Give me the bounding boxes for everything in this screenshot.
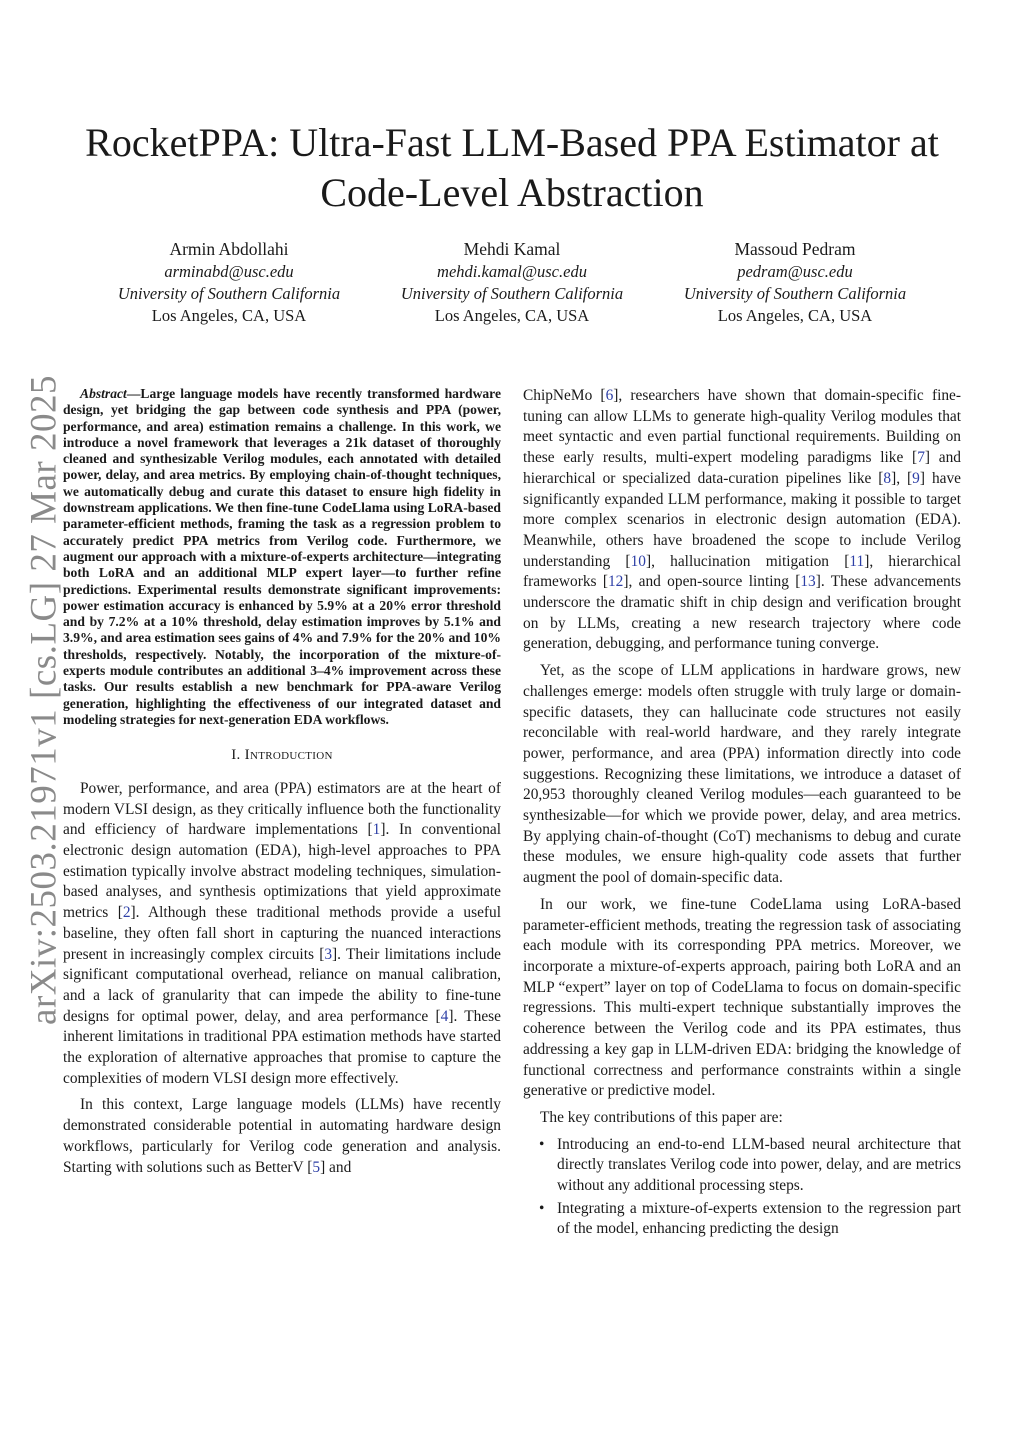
- text-run: ], hierarchical frameworks [: [523, 552, 962, 591]
- citation-link[interactable]: 4: [440, 1007, 449, 1025]
- citation-link[interactable]: 13: [800, 573, 816, 591]
- author-affiliation: University of Southern California: [683, 284, 907, 303]
- text-run: ], [: [891, 469, 913, 487]
- section-number: I.: [231, 747, 245, 764]
- text-run: ] and: [320, 1158, 352, 1176]
- text-run: ], hallucination mitigation [: [645, 552, 850, 570]
- citation-link[interactable]: 2: [122, 904, 131, 922]
- text-run: In this context, Large language models (LLMs) have recently demonstrated considerable potential in automating hardware design workflows, particularly for Verilog code generation and analysis. Starting with solutions such as BetterV [: [63, 1096, 501, 1176]
- author-location: Los Angeles, CA, USA: [717, 306, 873, 325]
- right-paragraph-2: Yet, as the scope of LLM applications in hardware grows, new challenges emerge: models often struggle with truly large or domain-specific datasets, they can hallucinate code structures not easily reconcilable with real-world hardware, and they rarely integrate power, performance, and area (PPA) information directly into code suggestions. Recognizing these limitations, we introduce a dataset of 20,953 thoroughly cleaned Verilog modules—each guaranteed to be synthesizable—for which we provide power, delay, and area metrics. By applying chain-of-thought (CoT) mechanisms to debug and curate these modules, we ensure high-quality code assets that further augment the pool of domain-specific data.: [523, 662, 961, 887]
- right-paragraph-4: The key contributions of this paper are:: [540, 1108, 783, 1126]
- section-heading-introduction: [63, 745, 501, 766]
- author-email[interactable]: mehdi.kamal@usc.edu: [437, 262, 587, 281]
- text-run: ] and hierarchical or specialized data-curation pipelines like [: [523, 449, 961, 487]
- author-affiliation: University of Southern California: [117, 284, 341, 303]
- citation-link[interactable]: 1: [372, 821, 381, 839]
- left-column: [63, 386, 501, 1178]
- citation-link[interactable]: 8: [883, 469, 892, 487]
- intro-paragraph-2: [63, 1095, 501, 1178]
- author-location: Los Angeles, CA, USA: [151, 306, 307, 325]
- text-run: ] have significantly expanded LLM performance, making it possible to target more complex scenarios in electronic design automation (EDA). Meanwhile, others have broadened the scope to include Verilog understanding [: [523, 469, 961, 570]
- citation-link[interactable]: 9: [912, 469, 920, 487]
- text-run: ]. These advancements underscore the dramatic shift in chip design and verification brought on by LLMs, creating a new research trajectory where code generation, debugging, and performance tuning converge.: [523, 573, 961, 653]
- citation-link[interactable]: 12: [607, 573, 624, 591]
- arxiv-identifier-stamp: arXiv:2503.21971v1 [cs.LG] 27 Mar 2025: [23, 375, 65, 1025]
- text-run: Power, performance, and area (PPA) estimators are at the heart of modern VLSI design, as they critically influence both the functionality and efficiency of hardware implementations [: [63, 779, 501, 839]
- text-run: ChipNeMo [: [523, 387, 606, 404]
- text-run: ], researchers have shown that domain-specific fine-tuning can allow LLMs to generate high-quality Verilog modules that meet syntactic and even partial functional requirements. Building on these early results, multi-expert modeling paradigms like [: [523, 387, 961, 467]
- abstract: [63, 386, 501, 728]
- author-location: Los Angeles, CA, USA: [434, 306, 590, 325]
- author-email[interactable]: pedram@usc.edu: [737, 262, 853, 281]
- author-name: Massoud Pedram: [734, 239, 856, 259]
- text-run: ]. In conventional electronic design automation (EDA), high-level approaches to PPA estimation typically involve abstract modeling techniques, simulation-based analyses, and synthesis optimizations that yield approximate metrics [: [63, 821, 502, 922]
- intro-paragraph-1: [63, 779, 501, 1090]
- citation-link[interactable]: 10: [630, 552, 646, 570]
- list-item: • Integrating a mixture-of-experts extension to the regression part of the model, enhancing predicting the design: [523, 1199, 961, 1240]
- right-paragraph-1: [523, 386, 961, 655]
- abstract-text: —Large language models have recently transformed hardware design, yet bridging the gap between code synthesis and PPA (power, performance, and area) estimation remains a challenge. In this work, we introduce a novel framework that leverages a 21k dataset of thoroughly cleaned and synthesizable Verilog modules, each annotated with detailed power, delay, and area metrics. By employing chain-of-thought techniques, we automatically debug and curate this dataset to ensure high fidelity in downstream applications. We then fine-tune CodeLlama using LoRA-based parameter-efficient methods, framing the task as a regression problem to accurately predict PPA metrics from Verilog code. Furthermore, we augment our approach with a mixture-of-experts architecture—integrating both LoRA and an additional MLP expert layer—to further refine predictions. Experimental results demonstrate significant improvements: power estimation accuracy is enhanced by 5.9% at a 20% error threshold and by 7.2% at a 10% threshold, delay estimation improves by 5.1% and 3.9%, and area estimation sees gains of 4% and 7.9% for the 20% and 10% thresholds, respectively. Notably, the incorporation of the mixture-of-experts module contributes an additional 3–4% improvement across these tasks. Our results establish a new benchmark for PPA-aware Verilog generation, highlighting the effectiveness of our integrated dataset and modeling strategies for next-generation EDA workflows.: [63, 386, 501, 727]
- contributions-list: [523, 1135, 961, 1241]
- author-email[interactable]: arminabd@usc.edu: [164, 262, 294, 281]
- author-2: [372, 238, 652, 327]
- author-name: Armin Abdollahi: [169, 239, 289, 259]
- text-run: ]. Although these traditional methods provide a useful baseline, they often fall short in capturing the nuanced interactions present in increasingly complex circuits [: [63, 904, 502, 963]
- right-paragraph-3: In our work, we fine-tune CodeLlama using LoRA-based parameter-efficient methods, treating the regression task of associating each module with its corresponding PPA metrics. Moreover, we incorporate a mixture-of-experts approach, pairing both LoRA and an MLP “expert” layer on top of CodeLlama to focus on domain-specific regressions. This multi-expert technique substantially improves the coherence between the Verilog code and its PPA estimates, thus addressing a key gap in LLM-driven EDA: bridging the knowledge of functional correctness and performance constraints within a single generative or predictive model.: [523, 895, 961, 1100]
- list-item: • Introducing an end-to-end LLM-based neural architecture that directly translates Verilog code into power, delay, and are metrics without any additional processing steps.: [523, 1135, 961, 1197]
- author-3: [655, 238, 935, 327]
- text-run: ]. These inherent limitations in traditional PPA estimation methods have started the exploration of alternative approaches that promise to capture the complexities of modern VLSI design more effectively.: [63, 1007, 501, 1087]
- abstract-label: Abstract: [80, 386, 127, 401]
- citation-link[interactable]: 11: [849, 552, 865, 570]
- right-column: [523, 386, 961, 1242]
- citation-link[interactable]: 7: [917, 449, 925, 467]
- author-name: Mehdi Kamal: [463, 239, 561, 259]
- section-title: Introduction: [244, 747, 333, 764]
- author-affiliation: University of Southern California: [400, 284, 624, 303]
- paper-title: RocketPPA: Ultra-Fast LLM-Based PPA Estimator at Code-Level Abstraction: [85, 120, 939, 215]
- citation-link[interactable]: 6: [605, 387, 614, 404]
- text-run: ]. Their limitations include significant computational overhead, reliance on manual calibration, and a lack of granularity that can impede the ability to fine-tune designs for optimal power, delay, and area performance [: [63, 945, 501, 1025]
- citation-link[interactable]: 3: [324, 945, 333, 963]
- text-run: ], and open-source linting [: [623, 573, 801, 591]
- author-1: [89, 238, 369, 327]
- citation-link[interactable]: 5: [312, 1158, 321, 1176]
